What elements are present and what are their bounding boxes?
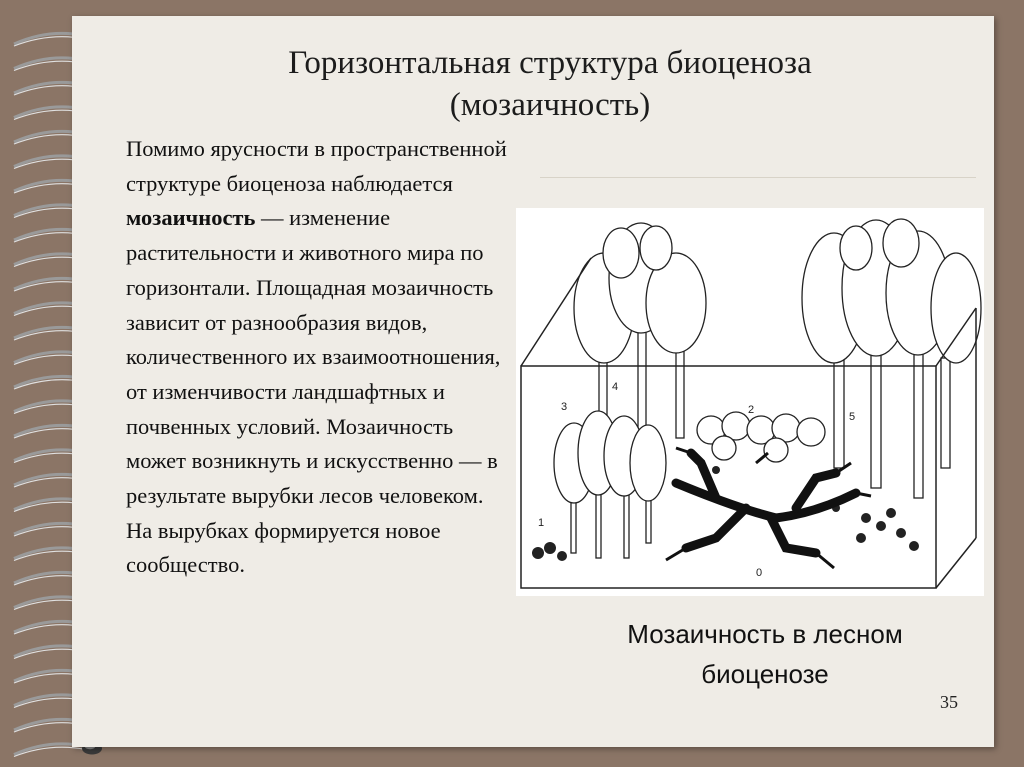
page-number: 35	[940, 692, 958, 712]
zone-label-5: 5	[849, 411, 856, 423]
figure-caption	[580, 614, 950, 694]
forest-mosaic-illustration	[516, 208, 984, 596]
tree-group-5	[802, 219, 981, 498]
page-title	[150, 42, 950, 126]
fallen-tree	[676, 453, 856, 553]
caption-line-2: биоценозе	[701, 659, 829, 689]
divider-line	[540, 177, 976, 178]
zone-label-3: 3	[561, 401, 568, 413]
tree-group-3	[554, 411, 666, 558]
forest-drawing	[516, 208, 984, 596]
zone-label-0: 0	[756, 567, 763, 579]
body-text-start: Помимо ярусности в пространственной структуре биоценоза наблюдается	[126, 136, 507, 196]
caption-line-1: Мозаичность в лесном	[627, 619, 903, 649]
tree-group-2	[697, 412, 825, 462]
body-term-bold: мозаичность	[126, 205, 256, 231]
zone-label-4: 4	[612, 381, 619, 393]
title-line-1: Горизонтальная структура биоценоза	[288, 45, 812, 81]
body-paragraph	[126, 132, 511, 583]
body-text-rest: — изменение растительности и животного мира по горизонтали. Площадная мозаичность зависит от разнообразия видов, количественного их взаимоотношения, от изменчивости ландшафтных и почвенных условий. Мозаичность может возникнуть и искусственно — в результате вырубки лесов человеком. На вырубках формируется новое сообщество.	[126, 205, 501, 578]
zone-label-1: 1	[538, 517, 545, 529]
title-line-2: (мозаичность)	[449, 87, 651, 123]
zone-label-2: 2	[748, 404, 755, 416]
